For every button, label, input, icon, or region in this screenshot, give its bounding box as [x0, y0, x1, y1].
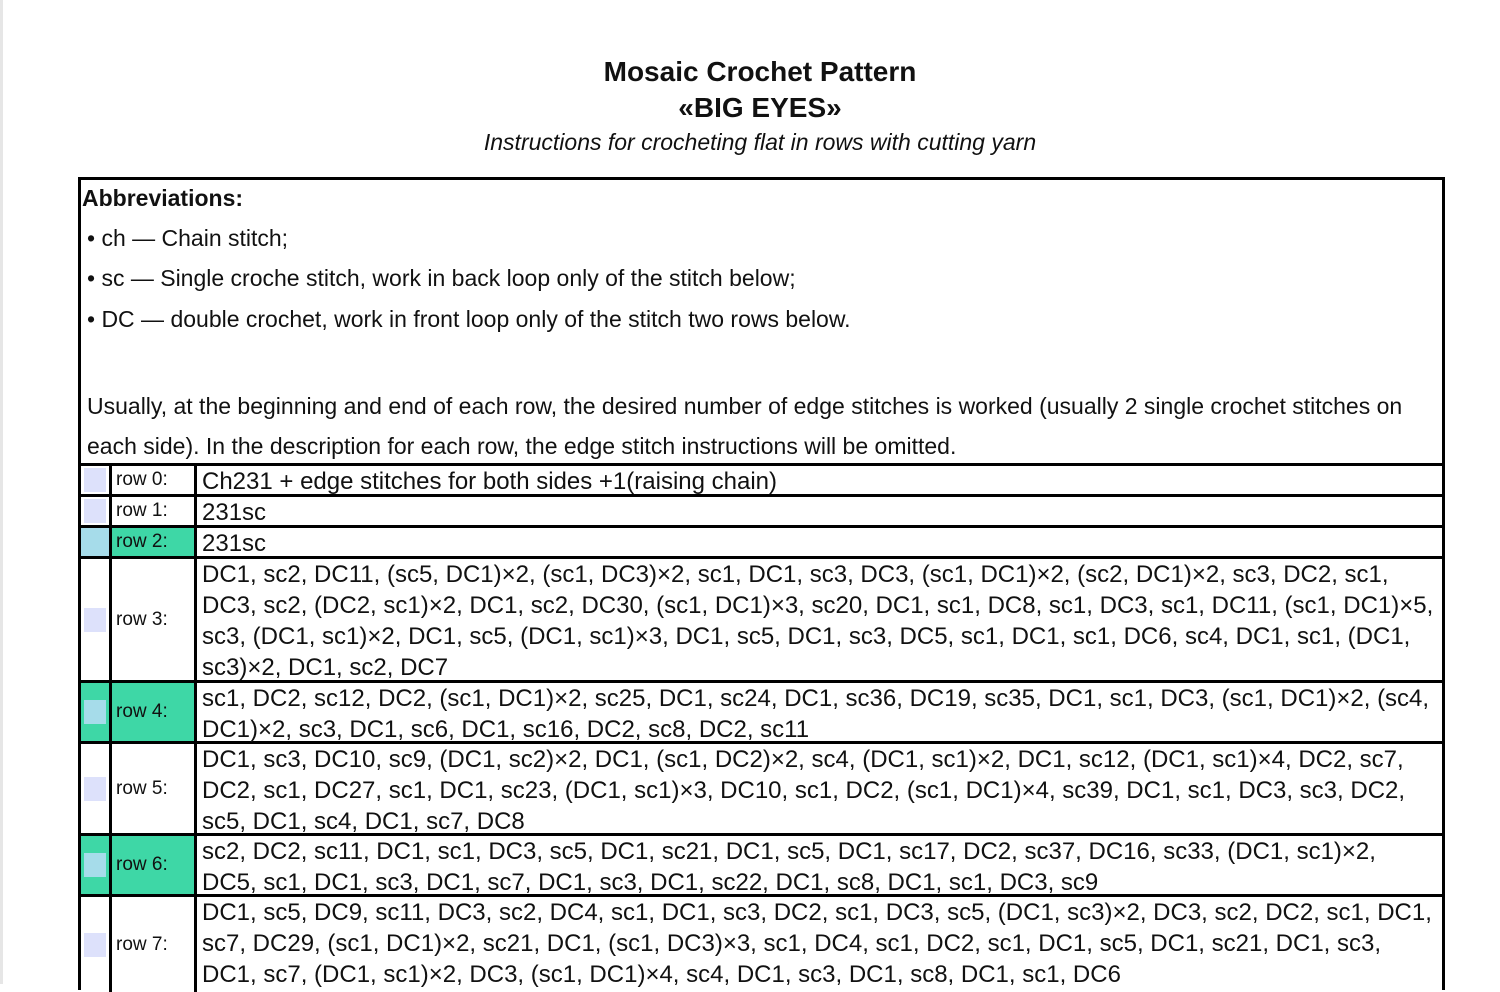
- table-row: [81, 497, 1442, 528]
- color-swatch: [84, 468, 106, 492]
- abbreviations-section: [81, 180, 1442, 463]
- table-row: [81, 836, 1442, 897]
- document-subtitle: «BIG EYES»: [678, 92, 842, 123]
- color-swatch: [84, 933, 106, 957]
- row-instructions: 231sc: [202, 499, 267, 526]
- table-row: [81, 897, 1442, 992]
- color-swatch: [84, 608, 106, 632]
- row-instructions: DC1, sc5, DC9, sc11, DC3, sc2, DC4, sc1, DC1, sc3, DC2, sc1, DC3, sc5, (DC1, sc3)×2, DC3, sc2, DC2, sc1, DC1, sc7, DC29, (sc1, DC1)×2, sc21, DC1, (sc1, DC3)×3, sc1, DC4, sc1, DC2, sc1, DC1, sc5, DC1, sc21, DC1, sc3, DC1, sc7, (DC1, sc1)×2, DC3, (sc1, DC1)×4, sc4, DC1, sc3, DC1, sc8, DC1, sc1, DC6: [202, 899, 1432, 988]
- row-label: row 6:: [112, 836, 197, 894]
- row-instructions: sc2, DC2, sc11, DC1, sc1, DC3, sc5, DC1, sc21, DC1, sc5, DC1, sc17, DC2, sc37, DC16, sc33, (DC1, sc1)×2, DC5, sc1, DC1, sc3, DC1, sc7, DC1, sc3, DC1, sc22, DC1, sc8, DC1, sc1, DC3, sc9: [202, 838, 1376, 896]
- pattern-table: [78, 177, 1445, 990]
- color-swatch: [84, 700, 106, 724]
- row-instructions: 231sc: [202, 530, 267, 557]
- row-label: row 4:: [112, 683, 197, 741]
- row-instructions: sc1, DC2, sc12, DC2, (sc1, DC1)×2, sc25, DC1, sc24, DC1, sc36, DC19, sc35, DC1, sc1, DC3, (sc1, DC1)×2, (sc4, DC1)×2, sc3, DC1, sc6, DC1, sc16, DC2, sc8, DC2, sc11: [202, 685, 1430, 743]
- table-row: [81, 466, 1442, 497]
- row-label: row 1:: [112, 497, 197, 525]
- row-label: row 0:: [112, 466, 197, 494]
- document-title: Mosaic Crochet Pattern: [603, 56, 917, 87]
- row-instructions: DC1, sc3, DC10, sc9, (DC1, sc2)×2, DC1, (sc1, DC2)×2, sc4, (DC1, sc1)×2, DC1, sc12, (DC1, sc1)×4, DC2, sc7, DC2, sc1, DC27, sc1, DC1, sc23, (DC1, sc1)×3, DC10, sc1, DC2, (sc1, DC1)×4, sc39, DC1, sc1, DC3, sc3, DC2, sc5, DC1, sc4, DC1, sc7, DC8: [202, 746, 1406, 835]
- row-label: row 7:: [112, 897, 197, 992]
- row-color-cell: [81, 497, 112, 525]
- row-instructions: DC1, sc2, DC11, (sc5, DC1)×2, (sc1, DC3)×2, sc1, DC1, sc3, DC3, (sc1, DC1)×2, (sc2, DC1)×2, sc3, DC2, sc1, DC3, sc2, (DC2, sc1)×2, DC1, sc2, DC30, (sc1, DC1)×3, sc20, DC1, sc1, DC8, sc1, DC3, sc1, DC11, (sc1, DC1)×5, sc3, (DC1, sc1)×2, DC1, sc5, (DC1, sc1)×3, DC1, sc5, DC1, sc3, DC5, sc1, DC1, sc1, DC6, sc4, DC1, sc1, (DC1, sc3)×2, DC1, sc2, DC7: [202, 561, 1434, 681]
- color-swatch: [84, 853, 106, 877]
- color-swatch: [84, 530, 106, 554]
- abbreviation-dc: • DC — double crochet, work in front loop only of the stitch two rows below.: [87, 306, 851, 332]
- color-swatch: [84, 499, 106, 523]
- document-intro: Instructions for crocheting flat in rows with cutting yarn: [483, 129, 1037, 155]
- rows-table: [81, 463, 1442, 992]
- row-color-cell: [81, 836, 112, 894]
- abbreviation-sc: • sc — Single croche stitch, work in back loop only of the stitch below;: [87, 265, 796, 291]
- row-instructions: Ch231 + edge stitches for both sides +1(raising chain): [202, 468, 778, 495]
- table-row: [81, 744, 1442, 836]
- table-row: [81, 683, 1442, 744]
- row-color-cell: [81, 528, 112, 556]
- row-label: row 3:: [112, 559, 197, 680]
- row-label: row 5:: [112, 744, 197, 833]
- abbreviations-heading: Abbreviations:: [82, 185, 244, 211]
- row-color-cell: [81, 559, 112, 680]
- row-color-cell: [81, 897, 112, 992]
- abbreviation-ch: • ch — Chain stitch;: [87, 225, 289, 251]
- table-row: [81, 559, 1442, 683]
- color-swatch: [84, 777, 106, 801]
- row-color-cell: [81, 744, 112, 833]
- edge-stitch-note: Usually, at the beginning and end of each row, the desired number of edge stitches is worked (usually 2 single crochet stitches on each side). In the description for each row, the edge stitch instructions will be omitted.: [87, 393, 1403, 459]
- row-color-cell: [81, 466, 112, 494]
- table-row: [81, 528, 1442, 559]
- row-color-cell: [81, 683, 112, 741]
- row-label: row 2:: [112, 528, 197, 556]
